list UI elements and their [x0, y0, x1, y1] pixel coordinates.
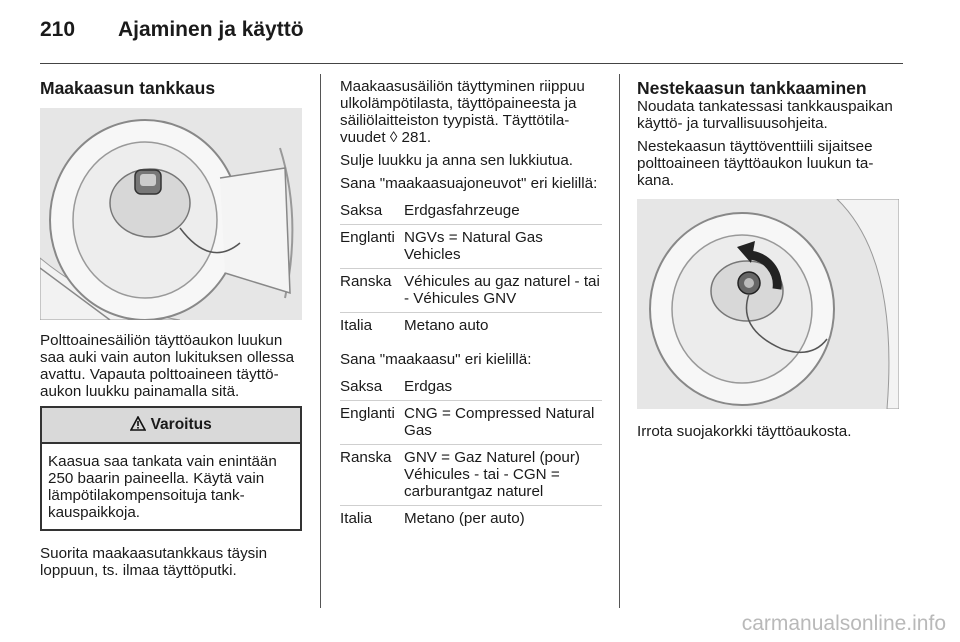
- section-heading-lpg: Nestekaasun tankkaaminen: [637, 78, 867, 98]
- language-label: Ranska: [340, 449, 392, 466]
- paragraph-lpg-instructions: Noudata tankatessasi tankkauspaikan käyttö- ja turvallisuusohjeita.: [637, 98, 893, 132]
- language-label: Italia: [340, 317, 373, 334]
- column-2: [340, 78, 602, 532]
- paragraph-complete-fill: Suorita maakaasutankkaus täysin loppuun, ts. ilmaa täyttöputki.: [40, 545, 268, 579]
- warning-box: [40, 406, 302, 531]
- fuel-filler-flap-illustration: [40, 108, 302, 320]
- language-label: Italia: [340, 510, 373, 527]
- language-label: Ranska: [340, 273, 392, 290]
- header-rule: [40, 63, 903, 64]
- translation: Metano auto: [404, 317, 489, 334]
- chapter-title: Ajaminen ja käyttö: [118, 18, 304, 41]
- paragraph-flap-unlock: Polttoainesäiliön täyttöaukon luukun saa auki vain auton lukituksen ollessa avattu. Vapauta polttoaineen täyttöaukon luukku painamalla sitä.: [40, 332, 295, 400]
- column-1: [40, 78, 302, 585]
- gas-term-table: [340, 374, 602, 532]
- lpg-valve-illustration: [637, 199, 899, 409]
- translation: NGVs = Natural Gas Vehicles: [404, 229, 543, 263]
- paragraph-gas-term-intro: Sana "maakaasu" eri kielillä:: [340, 351, 532, 368]
- column-3: [637, 78, 903, 446]
- table-row: [340, 313, 602, 339]
- table-row: [340, 225, 602, 269]
- translation: Erdgasfahrzeuge: [404, 202, 520, 219]
- table-row: [340, 401, 602, 445]
- page-header: [40, 18, 304, 42]
- watermark: carmanualsonline.info: [741, 612, 946, 635]
- paragraph-vehicle-term-intro: Sana "maakaasuajoneuvot" eri kielillä:: [340, 175, 598, 192]
- language-label: Saksa: [340, 378, 383, 395]
- language-label: Englanti: [340, 229, 395, 246]
- paragraph-close-flap: Sulje luukku ja anna sen lukkiutua.: [340, 152, 574, 169]
- translation: Erdgas: [404, 378, 453, 395]
- warning-header: [42, 408, 300, 444]
- table-row: [340, 445, 602, 506]
- language-label: Saksa: [340, 202, 383, 219]
- section-heading-cng: Maakaasun tankkaus: [40, 78, 216, 98]
- page-number: 210: [40, 18, 76, 41]
- table-row: [340, 506, 602, 532]
- warning-triangle-icon: [130, 416, 150, 433]
- paragraph-remove-cap: Irrota suojakorkki täyttöaukosta.: [637, 423, 852, 440]
- paragraph-fill-volume: Maakaasusäiliön täyttyminen riippuu ulkolämpötilasta, täyttöpaineesta ja säiliölaitteiston tyypistä. Täyttötilavuudet ◊ 281.: [340, 78, 585, 146]
- language-label: Englanti: [340, 405, 395, 422]
- translation: Véhicules au gaz naturel - tai - Véhicules GNV: [404, 273, 600, 307]
- translation: GNV = Gaz Naturel (pour) Véhicules - tai - CGN = carburantgaz naturel: [404, 449, 580, 500]
- table-row: [340, 269, 602, 313]
- translation: CNG = Compressed Natural Gas: [404, 405, 595, 439]
- translation: Metano (per auto): [404, 510, 525, 527]
- vehicle-term-table: [340, 198, 602, 339]
- column-divider-2: [619, 74, 620, 608]
- table-row: [340, 374, 602, 401]
- table-row: [340, 198, 602, 225]
- column-divider-1: [320, 74, 321, 608]
- warning-title: Varoitus: [150, 416, 212, 433]
- paragraph-valve-location: Nestekaasun täyttöventtiili sijaitsee polttoaineen täyttöaukon luukun takana.: [637, 138, 874, 189]
- warning-text: Kaasua saa tankata vain enintään 250 baarin paineella. Käytä vain lämpötilakompensoituja tankkauspaikkoja.: [48, 453, 277, 521]
